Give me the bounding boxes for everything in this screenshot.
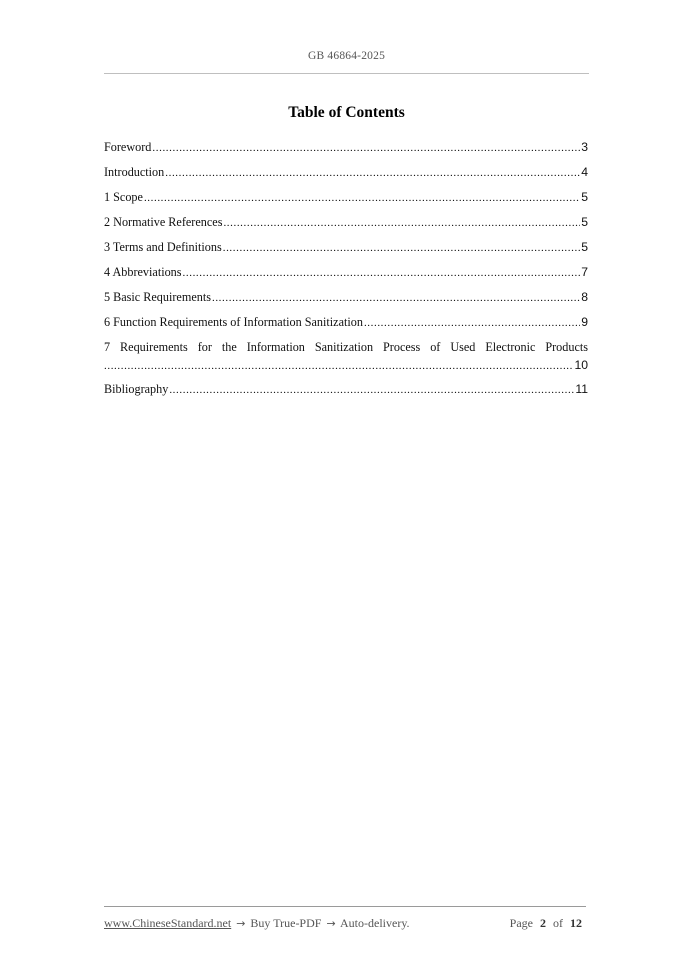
toc-entry-bibliography[interactable] [104,381,588,406]
document-code-header: GB 46864-2025 [307,50,386,62]
dot-leader [212,290,580,307]
toc-entry-page: 5 [581,190,588,204]
toc-entry-abbreviations[interactable] [104,264,588,289]
toc-entry-label: 5 Basic Requirements [104,290,211,304]
toc-entry-label: 6 Function Requirements of Information Sanitization [104,315,363,329]
toc-entry-page: 4 [581,165,588,179]
toc-entry-label: 2 Normative References [104,215,223,229]
toc-entry-page: 3 [581,140,588,154]
toc-entry-page: 8 [581,290,588,304]
toc-entry-label: 1 Scope [104,190,143,204]
toc-entry-sanitization-process[interactable] [104,339,588,381]
dot-leader [152,140,580,157]
toc-entry-label: 4 Abbreviations [104,265,182,279]
toc-entry-label: 3 Terms and Definitions [104,240,222,254]
dot-leader [144,190,580,207]
toc-list [104,139,588,406]
footer-promo [104,916,410,931]
toc-entry-page: 10 [574,358,588,372]
toc-entry-page: 9 [581,315,588,329]
header-divider [104,73,589,74]
toc-entry-function-requirements[interactable] [104,314,588,339]
toc-entry-label: Foreword [104,140,152,154]
toc-entry-page: 5 [581,240,588,254]
dot-leader [183,265,581,282]
toc-entry-introduction[interactable] [104,164,588,189]
page-of-word: of [553,916,563,930]
toc-entry-page: 5 [581,215,588,229]
toc-entry-leader-line [104,357,588,374]
page-footer [104,916,586,931]
toc-entry-terms-definitions[interactable] [104,239,588,264]
auto-delivery-text: Auto-delivery. [340,916,410,930]
toc-entry-page: 11 [575,382,588,396]
dot-leader [104,358,573,375]
page-word: Page [509,916,533,930]
dot-leader [165,165,580,182]
site-link[interactable]: www.ChineseStandard.net [104,916,232,930]
dot-leader [364,315,580,332]
dot-leader [223,215,580,232]
toc-entry-page: 7 [581,265,588,279]
dot-leader [169,382,574,399]
page-indicator [510,916,586,931]
toc-entry-label: 7 Requirements for the Information Sanitization Process of Used Electronic Products [104,340,588,354]
toc-entry-foreword[interactable] [104,139,588,164]
right-arrow-icon: → [326,917,336,930]
toc-entry-normative-references[interactable] [104,214,588,239]
current-page-number: 2 [540,916,546,930]
toc-title: Table of Contents [288,104,405,121]
toc-entry-label: Bibliography [104,382,169,396]
toc-entry-basic-requirements[interactable] [104,289,588,314]
right-arrow-icon: → [236,917,246,930]
toc-entry-scope[interactable] [104,189,588,214]
dot-leader [223,240,580,257]
footer-divider [104,906,586,907]
toc-entry-label: Introduction [104,165,165,179]
total-page-number: 12 [570,916,582,930]
buy-true-pdf-text: Buy True-PDF [250,916,322,930]
